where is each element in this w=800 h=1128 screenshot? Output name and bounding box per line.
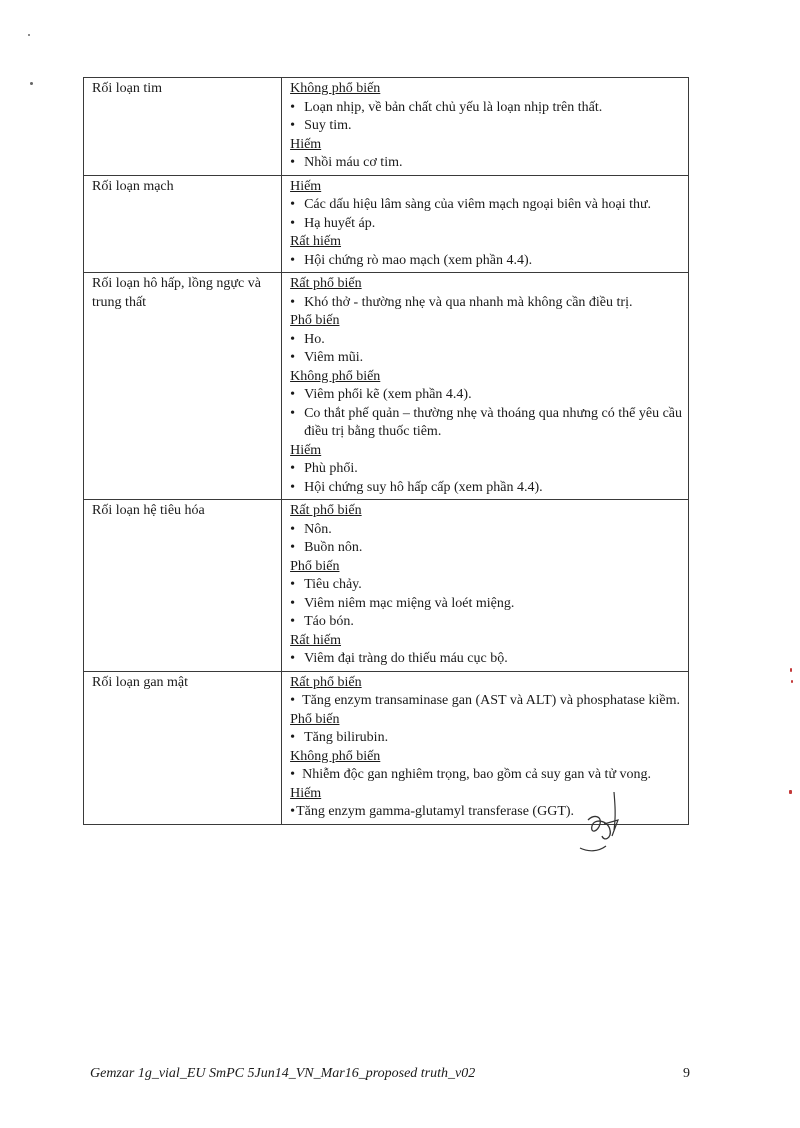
frequency-label: Hiếm	[290, 785, 322, 801]
list-item: • Khó thở - thường nhẹ và qua nhanh mà không cần điều trị.	[290, 294, 633, 310]
organ-class-label: Rối loạn hệ tiêu hóa	[92, 503, 205, 518]
organ-class-label: Rối loạn tim	[92, 81, 162, 96]
table-row	[84, 671, 689, 824]
document-title: Gemzar 1g_vial_EU SmPC 5Jun14_VN_Mar16_proposed truth_v02	[90, 1066, 476, 1081]
list-item: • Viêm phổi kẽ (xem phần 4.4).	[290, 387, 472, 402]
table-row	[84, 78, 689, 176]
frequency-label: Hiếm	[290, 442, 322, 458]
organ-class-label: Rối loạn mạch	[92, 178, 174, 194]
scan-margin-mark	[789, 790, 792, 794]
list-item: • Suy tim.	[290, 118, 352, 133]
frequency-label: Không phổ biến	[290, 368, 381, 384]
list-item: • Nhiễm độc gan nghiêm trọng, bao gồm cả suy gan và tử vong.	[290, 767, 652, 782]
organ-class-cell	[84, 78, 282, 176]
page-number: 9	[683, 1066, 690, 1081]
list-item: • Viêm niêm mạc miệng và loét miệng.	[290, 595, 515, 611]
scan-margin-mark	[790, 668, 792, 672]
frequency-label: Hiếm	[290, 178, 322, 194]
list-item: • Co thắt phế quản – thường nhẹ và thoáng qua nhưng có thể yêu cầu điều trị bằng thuốc tiêm.	[290, 405, 683, 439]
adverse-reactions-table	[83, 77, 689, 825]
organ-class-cell	[84, 175, 282, 273]
list-item: • Nhồi máu cơ tim.	[290, 155, 403, 170]
page-footer	[90, 1066, 690, 1082]
effects-cell	[282, 78, 689, 176]
frequency-label: Hiếm	[290, 136, 322, 152]
organ-class-cell	[84, 671, 282, 824]
frequency-label: Rất phổ biến	[290, 674, 362, 690]
table-row	[84, 273, 689, 500]
list-item: • Táo bón.	[290, 614, 354, 629]
frequency-label: Rất hiếm	[290, 234, 342, 249]
organ-class-cell	[84, 500, 282, 672]
list-item: • Hội chứng suy hô hấp cấp (xem phần 4.4).	[290, 479, 543, 495]
frequency-label: Phổ biến	[290, 558, 340, 574]
organ-class-cell	[84, 273, 282, 500]
list-item: • Tăng enzym transaminase gan (AST và ALT) và phosphatase kiềm.	[290, 693, 680, 708]
frequency-label: Không phổ biến	[290, 81, 381, 96]
list-item: •Tăng enzym gamma-glutamyl transferase (GGT).	[290, 804, 575, 819]
frequency-label: Phổ biến	[290, 313, 340, 328]
frequency-label: Rất phổ biến	[290, 503, 362, 518]
list-item: • Ho.	[290, 331, 325, 347]
list-item: • Hạ huyết áp.	[290, 215, 376, 231]
list-item: • Phù phổi.	[290, 461, 358, 476]
list-item: • Nôn.	[290, 521, 332, 537]
organ-class-label: Rối loạn gan mật	[92, 674, 189, 690]
frequency-label: Không phổ biến	[290, 748, 381, 764]
list-item: • Hội chứng rò mao mạch (xem phần 4.4).	[290, 252, 533, 268]
scan-margin-mark	[791, 680, 793, 683]
list-item: • Viêm đại tràng do thiếu máu cục bộ.	[290, 651, 508, 666]
effects-cell	[282, 273, 689, 500]
frequency-label: Rất hiếm	[290, 632, 342, 648]
effects-cell	[282, 175, 689, 273]
effects-cell	[282, 671, 689, 824]
table-row	[84, 500, 689, 672]
organ-class-label: Rối loạn hô hấp, lồng ngực và trung thất	[92, 276, 261, 310]
frequency-label: Rất phổ biến	[290, 276, 362, 291]
list-item: • Buồn nôn.	[290, 540, 363, 555]
table-row	[84, 175, 689, 273]
scan-speck	[30, 82, 33, 85]
frequency-label: Phổ biến	[290, 711, 340, 727]
list-item: • Các dấu hiệu lâm sàng của viêm mạch ngoại biên và hoại thư.	[290, 197, 652, 212]
effects-cell	[282, 500, 689, 672]
list-item: • Tăng bilirubin.	[290, 730, 389, 745]
list-item: • Loạn nhịp, về bản chất chủ yếu là loạn nhịp trên thất.	[290, 99, 603, 115]
list-item: • Viêm mũi.	[290, 350, 364, 365]
list-item: • Tiêu chảy.	[290, 577, 362, 592]
scan-speck	[28, 34, 30, 36]
